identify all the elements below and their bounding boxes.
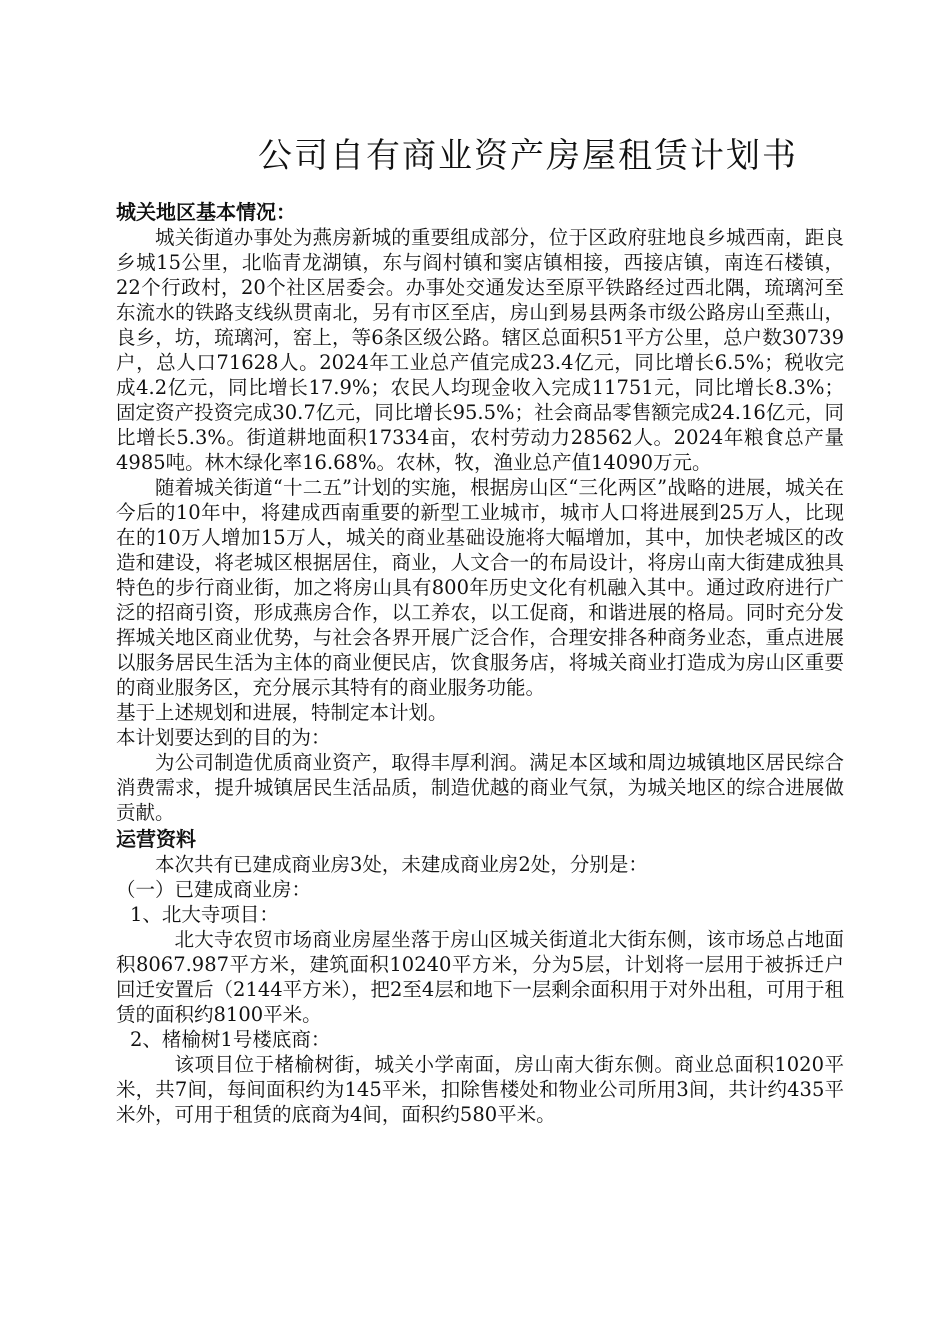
section-heading-basic-situation: 城关地区基本情况： [116,200,296,224]
subheading-built-properties: （一）已建成商业房： [116,878,312,901]
document-body [116,200,844,1127]
paragraph-development: 随着城关街道“十二五”计划的实施，根据房山区“三化两区”战略的进展，城关在今后的10年中，将建成西南重要的新型工业城市，城市人口将进展到25万人，比现在的10万人增加15万人，城关的商业基础设施将大幅增加，其中，加快老城区的改造和建设，将老城区根据居住，商业，人文合一的布局设计，将房山南大街建成独具特色的步行商业街，加之将房山具有800年历史文化有机融入其中。通过政府进行广泛的招商引资，形成燕房合作，以工养农，以工促商，和谐进展的格局。同时充分发挥城关地区商业优势，与社会各界开展广泛合作，合理安排各种商务业态，重点进展以服务居民生活为主体的商业便民店，饮食服务店，将城关商业打造成为房山区重要的商业服务区，充分展示其特有的商业服务功能。 [116,476,844,699]
paragraph-plan-goal: 为公司制造优质商业资产，取得丰厚利润。满足本区域和周边城镇地区居民综合消费需求，提升城镇居民生活品质，制造优越的商业气氛，为城关地区的综合进展做贡献。 [116,751,844,824]
item-body-beidasi: 北大寺农贸市场商业房屋坐落于房山区城关街道北大街东侧，该市场总占地面积8067.987平方米，建筑面积10240平方米，分为5层，计划将一层用于被拆迁户回迁安置后（2144平方米），把2至4层和地下一层剩余面积用于对外出租，可用于租赁的面积约8100平米。 [116,928,844,1026]
paragraph-plan-goal-label: 本计划要达到的目的为： [116,726,331,749]
page-title: 公司自有商业资产房屋租赁计划书 [258,136,798,176]
paragraph-overview: 城关街道办事处为燕房新城的重要组成部分，位于区政府驻地良乡城西南，距良乡城15公里，北临青龙湖镇，东与阎村镇和窦店镇相接，西接店镇，南连石楼镇，22个行政村，20个社区居委会。办事处交通发达至原平铁路经过西北隅，琉璃河至东流水的铁路支线纵贯南北，另有市区至店，房山到易县两条市级公路房山至燕山，良乡，坊，琉璃河，窑上，等6条区级公路。辖区总面积51平方公里，总户数30739户，总人口71628人。2024年工业总产值完成23.4亿元，同比增长6.5%；税收完成4.2亿元，同比增长17.9%；农民人均现金收入完成11751元，同比增长8.3%；固定资产投资完成30.7亿元，同比增长95.5%；社会商品零售额完成24.16亿元，同比增长5.3%。街道耕地面积17334亩，农村劳动力28562人。2024年粮食总产量4985吨。林木绿化率16.68%。农林，牧，渔业总产值14090万元。 [116,226,844,474]
item-body-chuyushu: 该项目位于楮榆树街，城关小学南面，房山南大街东侧。商业总面积1020平米，共7间，每间面积约为145平米，扣除售楼处和物业公司所用3间，共计约435平米外，可用于租赁的底商为4间，面积约580平米。 [116,1053,844,1126]
item-heading-beidasi: 1、北大寺项目： [130,903,279,926]
paragraph-plan-basis: 基于上述规划和进展，特制定本计划。 [116,701,448,724]
paragraph-operations-intro: 本次共有已建成商业房3处，未建成商业房2处，分别是： [155,853,648,876]
section-heading-operations: 运营资料 [116,827,196,851]
item-heading-chuyushu: 2、楮榆树1号楼底商： [130,1028,331,1051]
